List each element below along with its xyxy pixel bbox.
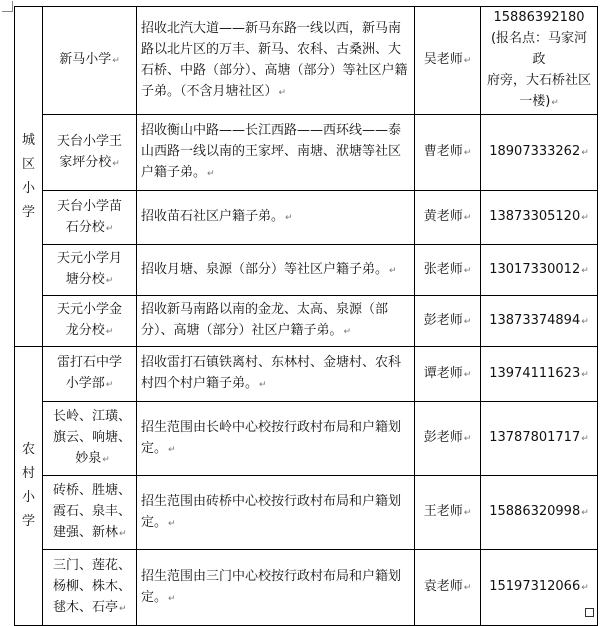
school-name: 砖桥、胜塘、 霞石、泉丰、 建强、新林↵ [43, 476, 137, 550]
table-row [15, 347, 598, 402]
enrollment-scope: 招收衡山中路——长江西路——西环线——泰山西路一线以南的王家坪、南塘、洑塘等社区户籍子弟。↵ [137, 115, 415, 191]
enrollment-scope: 招收苗石社区户籍子弟。↵ [137, 191, 415, 245]
contact-teacher: 吴老师↵ [415, 7, 481, 115]
table-row [15, 296, 598, 347]
school-name: 天元小学月 塘分校↵ [43, 245, 137, 296]
school-name: 天台小学王 家坪分校↵ [43, 115, 137, 191]
contact-phone: 15886320998↵ [481, 476, 598, 550]
school-name: 天台小学苗 石分校↵ [43, 191, 137, 245]
enrollment-scope: 招收月塘、泉源（部分）等社区户籍子弟。↵ [137, 245, 415, 296]
enrollment-scope: 招收北汽大道——新马东路一线以西，新马南路以北片区的万丰、新马、农科、古桑洲、大石桥、中路（部分）、高塘（部分）等社区户籍子弟。（不含月塘社区）↵ [137, 7, 415, 115]
enrollment-scope: 招收新马南路以南的金龙、太高、泉源（部分）、高塘（部分）社区户籍子弟。↵ [137, 296, 415, 347]
contact-phone: 13873374894↵ [481, 296, 598, 347]
category-rural: 农 村 小 学 [15, 347, 43, 626]
table-resize-handle[interactable] [585, 608, 594, 617]
contact-phone: 13873305120↵ [481, 191, 598, 245]
table-row [15, 115, 598, 191]
contact-phone: 13017330012↵ [481, 245, 598, 296]
school-name: 雷打石中学 小学部↵ [43, 347, 137, 402]
contact-teacher: 曹老师↵ [415, 115, 481, 191]
enrollment-scope: 招生范围由三门中心校按行政村布局和户籍划定。↵ [137, 550, 415, 626]
contact-teacher: 王老师↵ [415, 476, 481, 550]
table-row [15, 476, 598, 550]
category-urban: 城 区 小 学 [15, 7, 43, 347]
contact-teacher: 彭老师↵ [415, 402, 481, 476]
contact-phone: 15886392180 (报名点：马家河政 府旁，大石桥社区 一楼)↵ [481, 7, 598, 115]
enrollment-scope: 招收雷打石镇铁离村、东林村、金塘村、农科村四个村户籍子弟。↵ [137, 347, 415, 402]
school-name: 天元小学金 龙分校↵ [43, 296, 137, 347]
contact-phone: 13787801717↵ [481, 402, 598, 476]
contact-teacher: 彭老师↵ [415, 296, 481, 347]
school-name: 新马小学↵ [43, 7, 137, 115]
school-name: 三门、莲花、 杨柳、株木、 毬木、石亭↵ [43, 550, 137, 626]
table-row [15, 7, 598, 115]
table-row [15, 245, 598, 296]
enrollment-table [14, 6, 598, 626]
contact-phone: 15197312066↵ [481, 550, 598, 626]
enrollment-scope: 招生范围由长岭中心校按行政村布局和户籍划定。↵ [137, 402, 415, 476]
contact-teacher: 黄老师↵ [415, 191, 481, 245]
table-row [15, 550, 598, 626]
table-row [15, 191, 598, 245]
contact-teacher: 谭老师↵ [415, 347, 481, 402]
table-row [15, 402, 598, 476]
contact-phone: 13974111623↵ [481, 347, 598, 402]
contact-phone: 18907333262↵ [481, 115, 598, 191]
contact-teacher: 袁老师↵ [415, 550, 481, 626]
school-name: 长岭、江璜、 旗云、响塘、 妙泉↵ [43, 402, 137, 476]
page-corner-mark [2, 1, 13, 12]
contact-teacher: 张老师↵ [415, 245, 481, 296]
enrollment-scope: 招生范围由砖桥中心校按行政村布局和户籍划定。↵ [137, 476, 415, 550]
